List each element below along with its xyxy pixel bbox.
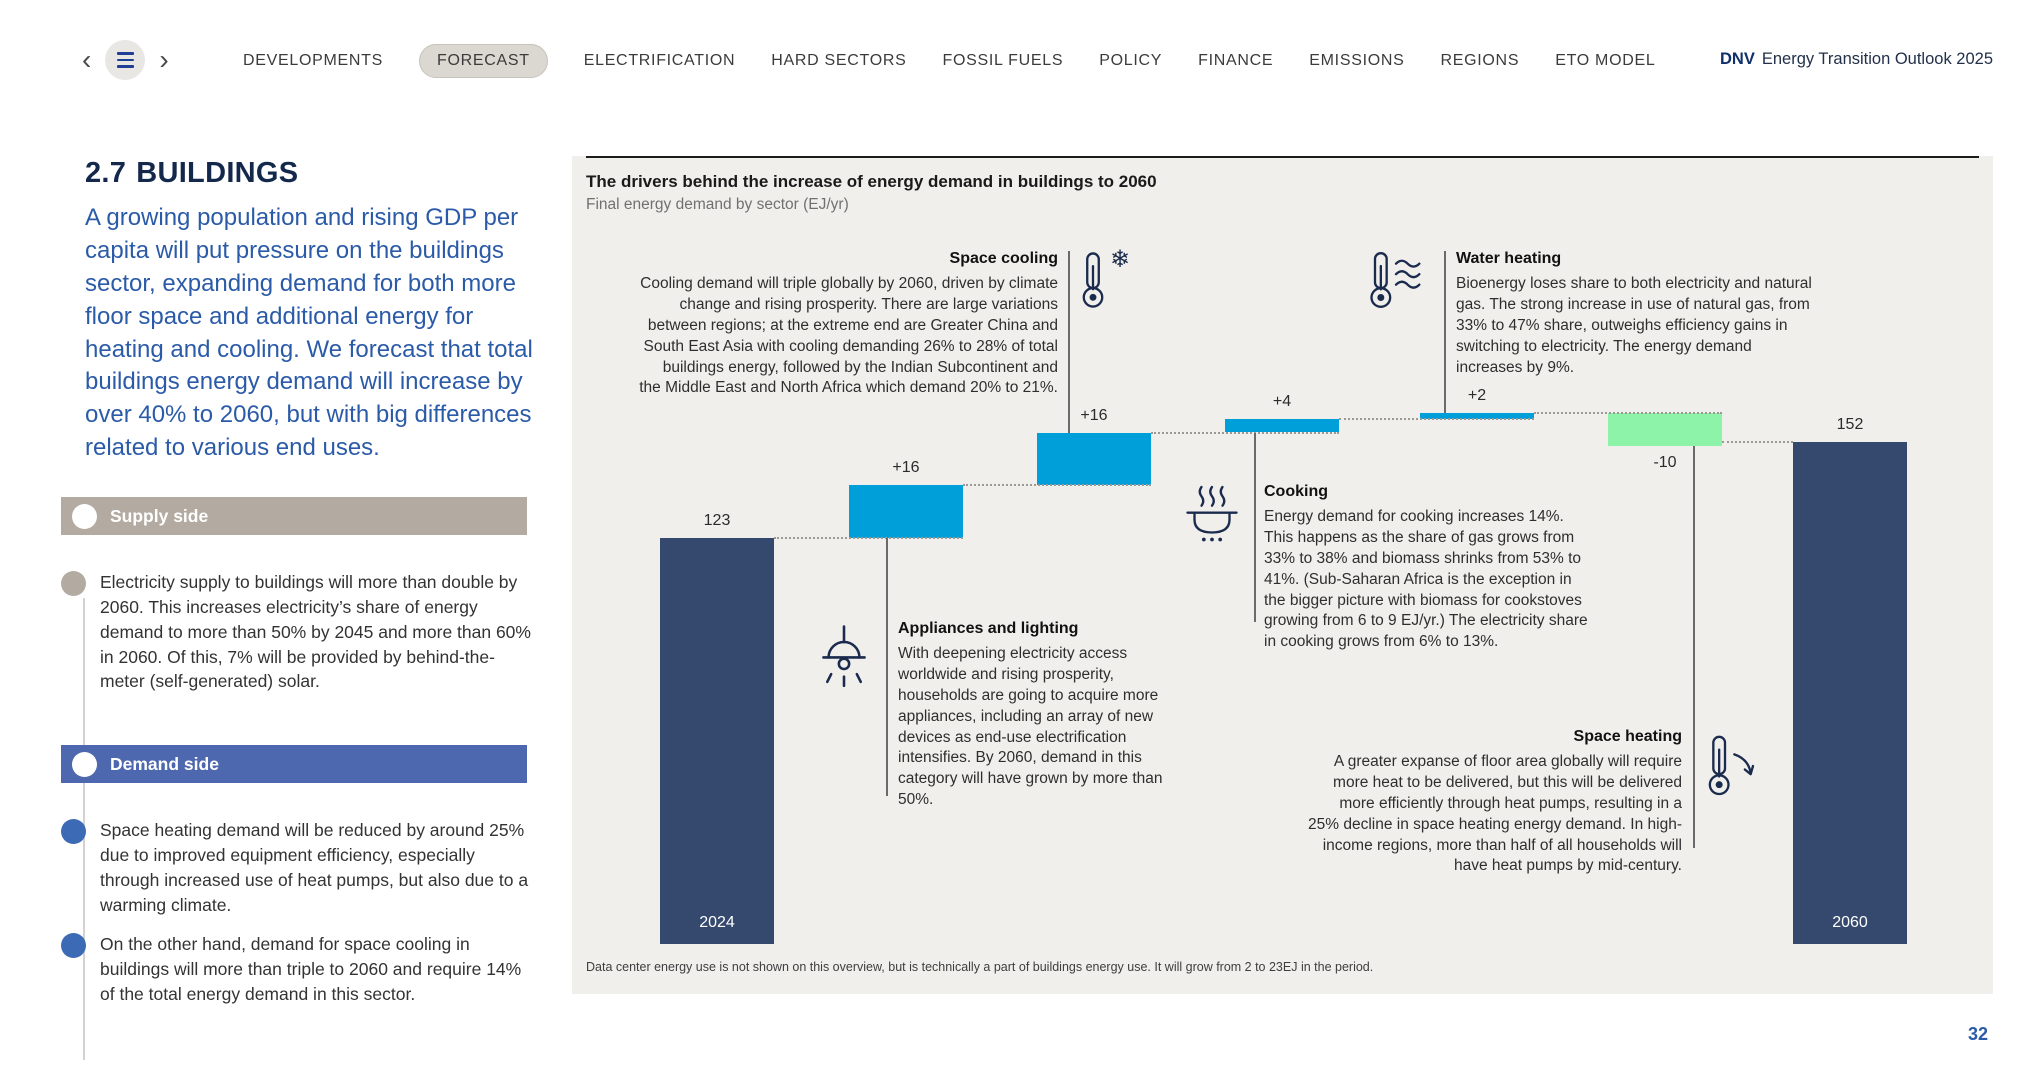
leader-line-appliances — [886, 538, 888, 796]
connector-line — [1534, 412, 1722, 414]
demand-side-dot — [72, 752, 97, 777]
bar-value-label: 152 — [1836, 416, 1864, 434]
demand-bullet — [61, 932, 533, 1007]
bullet-dot — [61, 819, 86, 844]
nav-policy[interactable]: POLICY — [1099, 52, 1163, 69]
demand-side-label: Demand side — [110, 753, 219, 774]
chevron-right-icon[interactable]: › — [159, 44, 169, 75]
annotation-title: Water heating — [1456, 250, 1562, 267]
supply-bullet-text: Electricity supply to buildings will more than double by 2060. This increases electricity’s share of energy demand to more than 50% by 2045 and more than 60% in 2060. Of this, 7% will be provided by behind-the-meter (self-generated) solar. — [100, 572, 531, 692]
waterfall-bar — [1793, 442, 1907, 944]
waterfall-bar — [1037, 433, 1151, 486]
snowflake-glyph: ❄ — [1110, 246, 1131, 273]
demand-bullet — [61, 818, 533, 917]
nav-eto-model[interactable]: ETO MODEL — [1555, 52, 1656, 69]
annotation-title: Space cooling — [949, 250, 1058, 267]
connector-line — [1339, 418, 1534, 420]
hamburger-menu-icon[interactable] — [105, 40, 145, 80]
annotation-body: Bioenergy loses share to both electricity and natural gas. The strong increase in use of natural gas, from 33% to 47% share, outweighs efficiency gains in switching to electricity. The energy demand increases by 9%. — [1456, 275, 1812, 376]
leader-line-space-heating — [1693, 446, 1695, 848]
chevron-left-icon[interactable]: ‹ — [82, 44, 92, 75]
bar-value-label: 123 — [703, 512, 731, 530]
nav-forecast[interactable]: FORECAST — [419, 44, 548, 78]
waterfall-bar — [660, 538, 774, 944]
bar-year-label: 2060 — [1832, 914, 1868, 931]
bar-value-label: +4 — [1272, 393, 1292, 411]
brand-title: Energy Transition Outlook 2025 — [1761, 50, 1993, 68]
section-number: 2.7 — [85, 157, 127, 190]
nav-fossil-fuels[interactable]: FOSSIL FUELS — [942, 52, 1064, 69]
bar-value-label: +2 — [1467, 386, 1487, 404]
annotation-title: Cooking — [1264, 483, 1328, 500]
annotation-body: Cooling demand will triple globally by 2060, driven by climate change and rising prosperity. There are large variations between regions; at the extreme end are Greater China and South East Asia with cooling demanding 26% to 28% of total buildings energy, followed by the Indian Subcontinent and the Middle East and North Africa which demand 20% to 21%. — [639, 275, 1058, 397]
chart-subtitle: Final energy demand by sector (EJ/yr) — [586, 196, 849, 213]
connector-line — [774, 537, 963, 539]
supply-side-header — [61, 497, 527, 535]
nav-regions[interactable]: REGIONS — [1440, 52, 1520, 69]
demand-bullet-text: On the other hand, demand for space cooling in buildings will more than triple to 2060 and require 14% of the total energy demand in this sector. — [100, 934, 522, 1004]
waterfall-bar — [1608, 413, 1722, 446]
annotation-appliances — [898, 618, 1176, 811]
section-title: BUILDINGS — [136, 157, 299, 190]
leader-line-water-heating — [1444, 251, 1446, 413]
nav-electrification[interactable]: ELECTRIFICATION — [583, 52, 736, 69]
cooking-pot-icon — [1184, 484, 1240, 546]
brand — [1720, 50, 1993, 69]
supply-side-dot — [72, 504, 97, 529]
page-title — [85, 157, 298, 190]
thermometer-arrow-icon — [1704, 731, 1760, 801]
waterfall-bar — [1225, 419, 1339, 432]
annotation-body: A greater expanse of floor area globally will require more heat to be delivered, but this will be delivered more efficiently through heat pumps, resulting in a 25% decline in space heating energy demand. In high-income regions, more than half of all households will have heat pumps by mid-century. — [1308, 753, 1682, 875]
thermometer-snowflake-icon — [1078, 248, 1130, 312]
chart-footnote: Data center energy use is not shown on this overview, but is technically a part of buildings energy use. It will grow from 2 to 23EJ in the period. — [586, 960, 1374, 974]
bar-value-label: +16 — [892, 459, 920, 477]
nav-emissions[interactable]: EMISSIONS — [1309, 52, 1405, 69]
nav-developments[interactable]: DEVELOPMENTS — [243, 52, 383, 69]
nav-hard-sectors[interactable]: HARD SECTORS — [771, 52, 907, 69]
connector-line — [1722, 441, 1793, 443]
page-number: 32 — [1967, 1024, 1988, 1044]
annotation-water-heating — [1456, 248, 1812, 378]
annotation-space-heating — [1308, 726, 1682, 877]
annotation-space-cooling — [638, 248, 1058, 399]
nav-finance[interactable]: FINANCE — [1198, 52, 1274, 69]
demand-side-header — [61, 745, 527, 783]
annotation-body: Energy demand for cooking increases 14%. This happens as the share of gas grows from 33% to 38% and biomass shrinks from 53% to 41%. (Sub-Saharan Africa is the exception in the bigger picture with biomass for cookstoves growing from 6 to 9 EJ/yr.) The electricity share in cooking grows from 6% to 13%. — [1264, 508, 1588, 651]
thermometer-waves-icon — [1368, 248, 1424, 312]
annotation-title: Appliances and lighting — [898, 620, 1079, 637]
nav-controls — [80, 40, 171, 80]
annotation-title: Space heating — [1573, 728, 1682, 745]
bar-year-label: 2024 — [699, 914, 735, 931]
waterfall-bar — [849, 485, 963, 538]
top-navigation — [243, 44, 1655, 78]
bar-value-label: -10 — [1653, 453, 1677, 471]
pendant-lamp-icon — [818, 624, 870, 696]
supply-bullet — [61, 570, 533, 694]
chart-panel — [572, 156, 1993, 994]
demand-bullet-text: Space heating demand will be reduced by around 25% due to improved equipment efficiency, especially through increased use of heat pumps, but also due to a warming climate. — [100, 820, 529, 915]
annotation-cooking — [1264, 481, 1592, 653]
leader-line-cooking — [1254, 433, 1256, 622]
annotation-body: With deepening electricity access worldwide and rising prosperity, households are going to acquire more appliances, including an array of new devices as end-use electrification intensifies. By 2060, demand in this category will have grown by more than 50%. — [898, 645, 1163, 808]
brand-logo: DNV — [1720, 50, 1755, 68]
chart-title: The drivers behind the increase of energy demand in buildings to 2060 — [586, 172, 1157, 191]
supply-side-label: Supply side — [110, 505, 209, 526]
bullet-dot — [61, 933, 86, 958]
connector-line — [963, 484, 1151, 486]
leader-line-space-cooling — [1068, 251, 1070, 433]
bullet-dot — [61, 571, 86, 596]
connector-line — [1151, 432, 1339, 434]
bar-value-label: +16 — [1080, 406, 1108, 424]
intro-paragraph: A growing population and rising GDP per capita will put pressure on the buildings sector, expanding demand for both more floor space and additional energy for heating and cooling. We forecast that total buildings energy demand will increase by over 40% to 2060, but with big differences related to various end uses. — [85, 204, 533, 462]
